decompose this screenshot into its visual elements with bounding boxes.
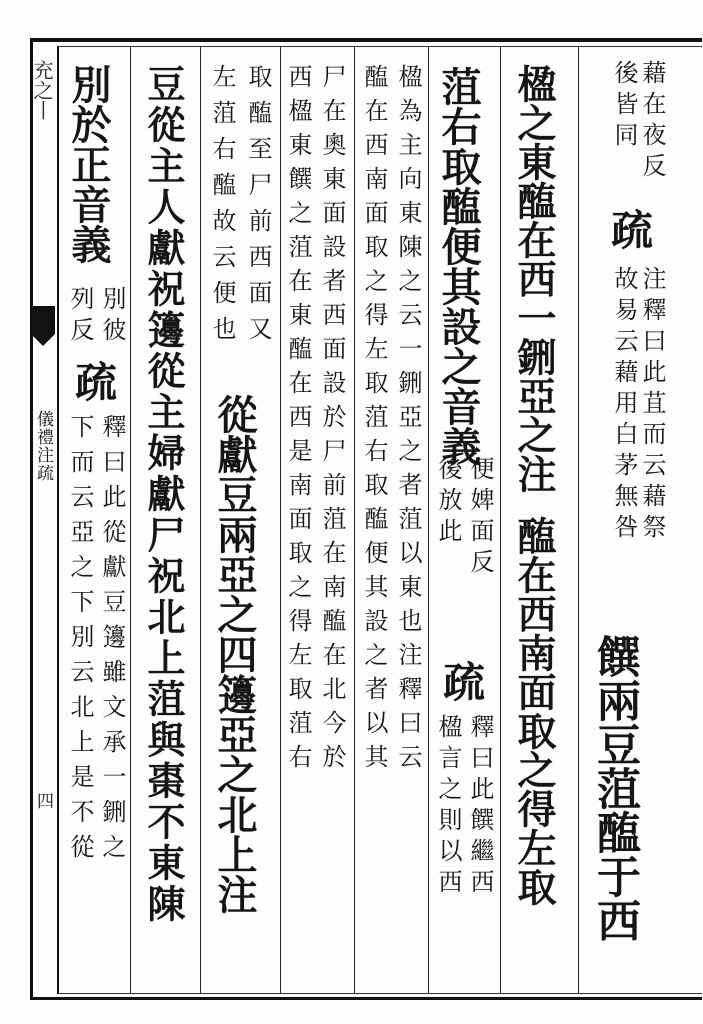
section-marker: 疏 bbox=[437, 660, 486, 702]
text-column: 從獻豆兩亞之四籩亞之北上注 bbox=[211, 394, 258, 914]
column-rule bbox=[428, 46, 429, 994]
text-column: 便婢面反 bbox=[466, 456, 494, 580]
text-column: 饌兩豆菹醢于西 bbox=[589, 634, 640, 942]
text-column: 後皆同 bbox=[610, 60, 638, 153]
text-column: 楹言之則以西 bbox=[434, 714, 462, 900]
section-marker: 疏 bbox=[69, 360, 118, 402]
section-marker: 疏 bbox=[605, 208, 654, 250]
column-rule bbox=[354, 46, 355, 994]
page-number: 四 bbox=[33, 792, 53, 809]
text-column: 尸在奧東面設者西面設於尸前菹在南醢在北今於 bbox=[318, 64, 346, 778]
column-rule bbox=[500, 46, 501, 994]
text-column: 醢在西南面取之得左取菹右取醢便其設之者以其 bbox=[360, 64, 388, 778]
text-column: 取醢至尸前西面又 bbox=[244, 64, 272, 352]
text-column: 藉在夜反 bbox=[638, 60, 666, 184]
column-rule bbox=[280, 46, 281, 994]
text-column: 西楹東饌之菹在東醢在西是南面取之得左取菹右 bbox=[284, 64, 312, 778]
text-column: 故易云藉用白茅無咎 bbox=[610, 266, 638, 545]
text-column: 釋曰此饌繼西 bbox=[466, 714, 494, 900]
column-rule bbox=[130, 46, 131, 994]
text-column: 楹之東醢在西一鉶亞之注 bbox=[511, 64, 557, 493]
text-column: 菹右取醢便其設之音義 bbox=[435, 66, 482, 466]
text-column: 別於正音義 bbox=[65, 64, 112, 264]
text-column: 楹為主向東陳之云一鉶亞之者菹以東也注釋曰云 bbox=[394, 64, 422, 778]
column-rule bbox=[578, 46, 579, 994]
text-column: 注釋曰此苴而云藉祭 bbox=[638, 266, 666, 545]
text-column: 豆從主人獻祝籩從主婦獻尸祝北上菹與棗不東陳 bbox=[141, 64, 186, 925]
text-column: 別彼 bbox=[98, 286, 126, 348]
text-column: 下而云亞之下別云北上是不從 bbox=[66, 414, 94, 869]
book-title: 儀禮注疏 bbox=[33, 410, 53, 482]
text-column: 釋曰此從獻豆籩雖文承一鉶之 bbox=[98, 414, 126, 869]
text-column: 左菹右醢故云便也 bbox=[208, 64, 236, 352]
column-rule bbox=[200, 46, 201, 994]
text-column: 列反 bbox=[66, 286, 94, 348]
text-column: 後放此 bbox=[434, 456, 462, 549]
text-column: 醢在西南面取之得左取 bbox=[511, 516, 557, 906]
margin-top-fragment: 充之丨 bbox=[30, 60, 54, 120]
